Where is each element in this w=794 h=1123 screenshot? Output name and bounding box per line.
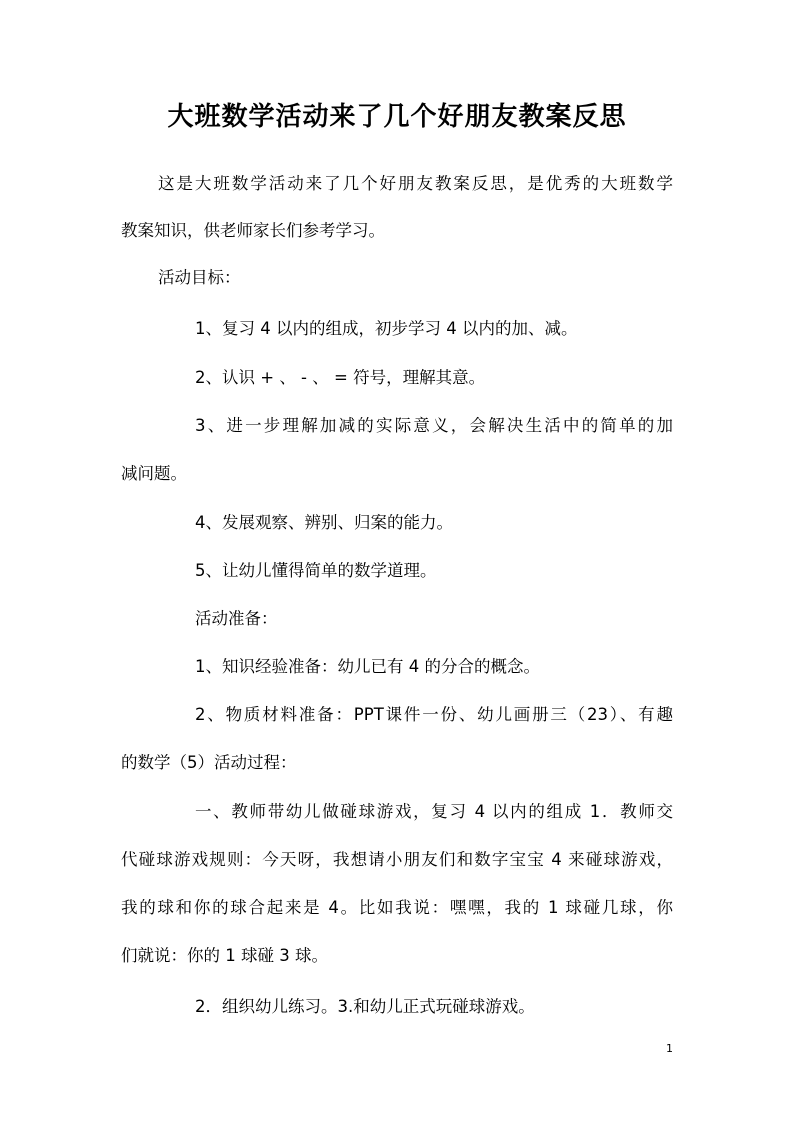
paragraph-line: 2．组织幼儿练习。3.和幼儿正式玩碰球游戏。 [195, 997, 535, 1016]
list-item-continued: 的数学（5）活动过程： [121, 753, 297, 772]
paragraph-line: 这是大班数学活动来了几个好朋友教案反思，是优秀的大班数学 [158, 174, 673, 193]
list-item: 2、物质材料准备：PPT课件一份、幼儿画册三（23）、有趣 [195, 705, 673, 724]
list-item: 3、进一步理解加减的实际意义，会解决生活中的简单的加 [195, 416, 673, 435]
list-item: 4、发展观察、辨别、归案的能力。 [195, 513, 453, 532]
page-number: 1 [666, 1042, 673, 1055]
list-item: 5、让幼儿懂得简单的数学道理。 [195, 561, 437, 580]
list-item: 1、复习 4 以内的组成，初步学习 4 以内的加、减。 [195, 319, 578, 338]
section-heading: 活动目标： [158, 268, 241, 287]
paragraph-line: 代碰球游戏规则：今天呀，我想请小朋友们和数字宝宝 4 来碰球游戏， [121, 850, 673, 869]
document-title: 大班数学活动来了几个好朋友教案反思 [167, 102, 627, 132]
paragraph-line: 我的球和你的球合起来是 4。比如我说：嘿嘿，我的 1 球碰几球，你 [121, 898, 673, 917]
section-heading: 活动准备： [195, 609, 278, 628]
list-item: 1、知识经验准备：幼儿已有 4 的分合的概念。 [195, 657, 540, 676]
paragraph-line: 教案知识，供老师家长们参考学习。 [121, 221, 385, 240]
paragraph-line: 们就说：你的 1 球碰 3 球。 [121, 946, 328, 965]
list-item-continued: 减问题。 [121, 464, 187, 483]
paragraph-line: 一、教师带幼儿做碰球游戏，复习 4 以内的组成 1．教师交 [195, 802, 673, 821]
list-item: 2、认识 + 、 - 、 = 符号，理解其意。 [195, 368, 486, 387]
